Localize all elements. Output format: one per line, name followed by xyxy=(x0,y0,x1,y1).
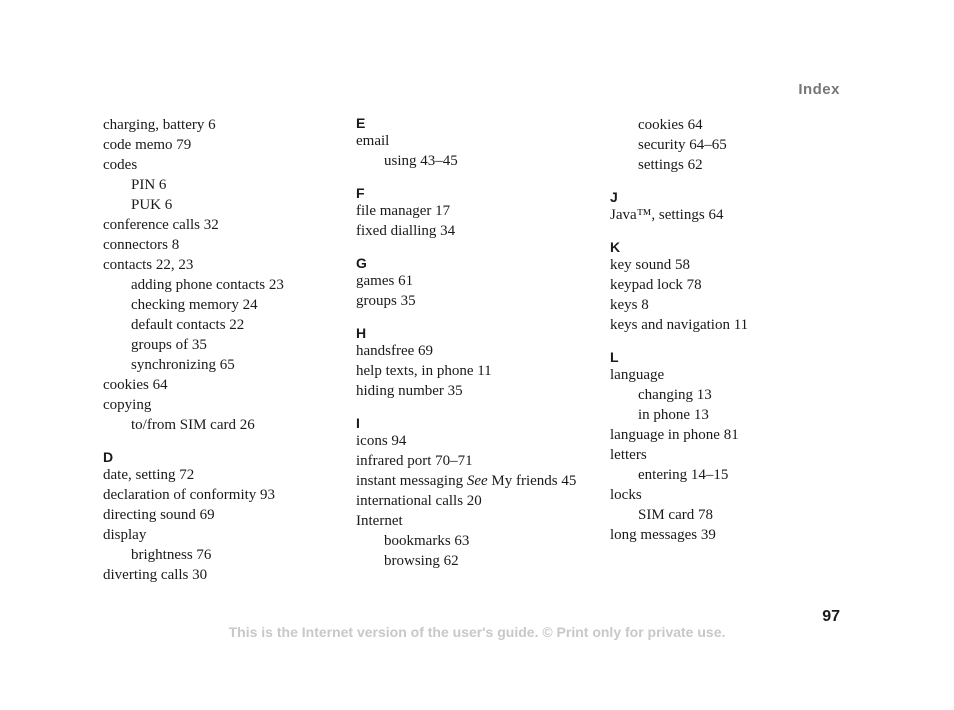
index-subentry: PUK 6 xyxy=(131,197,173,213)
index-entry: directing sound 69 xyxy=(103,507,215,523)
entry-text: instant messaging xyxy=(356,473,467,489)
index-entry: declaration of conformity 93 xyxy=(103,487,276,503)
index-entry: letters xyxy=(610,447,647,463)
index-subentry: checking memory 24 xyxy=(131,297,258,313)
index-subentry: SIM card 78 xyxy=(638,507,713,523)
index-column-1 xyxy=(103,115,351,585)
index-column-3 xyxy=(610,115,858,545)
index-entry: infrared port 70–71 xyxy=(356,453,473,469)
index-entry: fixed dialling 34 xyxy=(356,223,456,239)
index-entry: key sound 58 xyxy=(610,257,690,273)
index-entry: language xyxy=(610,367,665,383)
index-letter-heading: L xyxy=(610,349,619,365)
index-entry: language in phone 81 xyxy=(610,427,739,443)
page-header-title: Index xyxy=(798,81,840,98)
index-subentry: using 43–45 xyxy=(384,153,458,169)
index-entry: connectors 8 xyxy=(103,237,180,253)
index-subentry: settings 62 xyxy=(638,157,703,173)
index-subentry: browsing 62 xyxy=(384,553,459,569)
index-entry: help texts, in phone 11 xyxy=(356,363,492,379)
index-entry: codes xyxy=(103,157,138,173)
index-entry: games 61 xyxy=(356,273,414,289)
index-subentry: to/from SIM card 26 xyxy=(131,417,255,433)
index-subentry: default contacts 22 xyxy=(131,317,245,333)
index-letter-heading: G xyxy=(356,255,367,271)
index-subentry: changing 13 xyxy=(638,387,712,403)
index-subentry: brightness 76 xyxy=(131,547,212,563)
index-entry: display xyxy=(103,527,147,543)
index-subentry: security 64–65 xyxy=(638,137,727,153)
index-letter-heading: H xyxy=(356,325,367,341)
index-letter-heading: I xyxy=(356,415,360,431)
index-entry: diverting calls 30 xyxy=(103,567,208,583)
index-entry: file manager 17 xyxy=(356,203,451,219)
page-number: 97 xyxy=(822,608,840,625)
index-subentry: bookmarks 63 xyxy=(384,533,470,549)
index-entry: copying xyxy=(103,397,152,413)
index-entry: long messages 39 xyxy=(610,527,716,543)
index-entry: keypad lock 78 xyxy=(610,277,702,293)
entry-text-after: My friends 45 xyxy=(487,473,577,489)
footer-notice: This is the Internet version of the user's guide. © Print only for private use. xyxy=(228,624,726,640)
index-entry: code memo 79 xyxy=(103,137,192,153)
index-entry: international calls 20 xyxy=(356,493,482,509)
index-entry: charging, battery 6 xyxy=(103,117,216,133)
index-subentry: entering 14–15 xyxy=(638,467,729,483)
index-entry: conference calls 32 xyxy=(103,217,219,233)
index-letter-heading: F xyxy=(356,185,365,201)
index-letter-heading: D xyxy=(103,449,114,465)
index-entry: keys and navigation 11 xyxy=(610,317,749,333)
index-letter-heading: K xyxy=(610,239,621,255)
see-reference: See xyxy=(466,473,488,489)
index-entry: hiding number 35 xyxy=(356,383,463,399)
index-subentry: synchronizing 65 xyxy=(131,357,235,373)
index-column-2 xyxy=(356,115,604,571)
index-entry: locks xyxy=(610,487,642,503)
index-entry: cookies 64 xyxy=(103,377,168,393)
index-entry: groups 35 xyxy=(356,293,416,309)
index-letter-heading: J xyxy=(610,189,618,205)
index-entry xyxy=(356,471,604,491)
index-subentry: in phone 13 xyxy=(638,407,709,423)
index-letter-heading: E xyxy=(356,115,366,131)
index-entry: icons 94 xyxy=(356,433,407,449)
index-entry: keys 8 xyxy=(610,297,649,313)
index-subentry: PIN 6 xyxy=(131,177,167,193)
index-subentry: cookies 64 xyxy=(638,117,703,133)
index-subentry: adding phone contacts 23 xyxy=(131,277,284,293)
index-entry: Internet xyxy=(356,513,403,529)
index-entry: email xyxy=(356,133,390,149)
index-entry: Java™, settings 64 xyxy=(610,207,724,223)
index-entry: contacts 22, 23 xyxy=(103,257,194,273)
index-subentry: groups of 35 xyxy=(131,337,207,353)
index-entry: date, setting 72 xyxy=(103,467,195,483)
index-entry: handsfree 69 xyxy=(356,343,434,359)
